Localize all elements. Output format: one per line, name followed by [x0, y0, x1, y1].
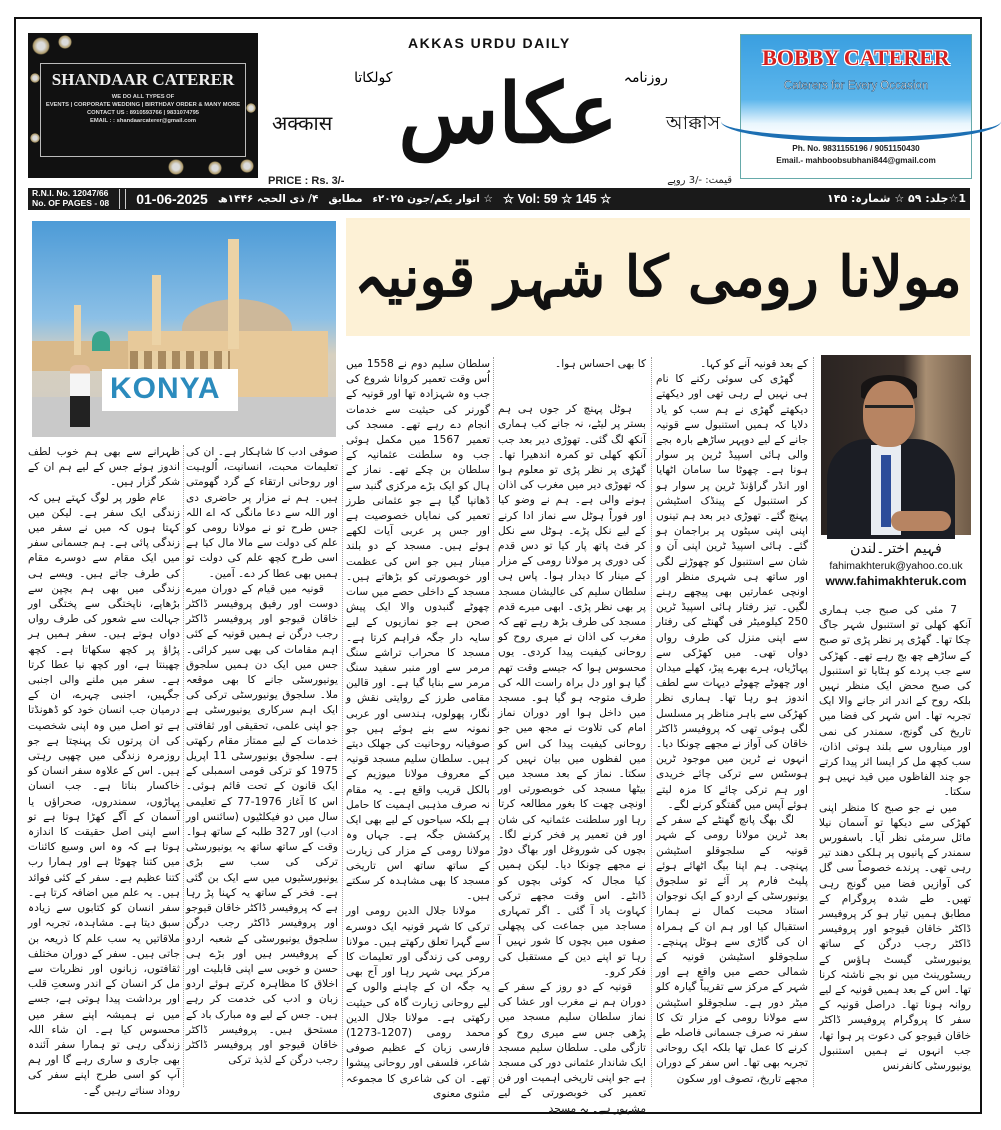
newspaper-page: [14, 17, 982, 1114]
author-email[interactable]: fahimakhteruk@yahoo.co.uk: [829, 560, 963, 572]
article-column-2: [656, 357, 808, 1089]
paragraph: صوفی ادب کا شاہکار ہے۔ ان کی تعلیمات محبت، انسانیت، اُلوہیت اور روحانی ارتقاء کے گرد گھومتی ہیں۔ ہم نے مزار پر حاضری دی اور اللہ سے دعا مانگی کہ اے اللہ جس طرح تو نے مولانا رومی کو علم کی دولت سے مالا مال کیا ہے اسی طرح کچھ علم کی دولت تو ہمیں بھی عطا کر دے۔ آمین۔: [186, 446, 338, 580]
column-divider: [183, 445, 184, 1087]
paragraph: مولانا جلال الدین رومی اور ترکی کا شہر قونیہ ایک دوسرے سے گہرا تعلق رکھتے ہیں۔ مولانا رومی کی زندگی اور تعلیمات کا مرکز یہی شہر رہا اور آج بھی یہ جگہ ان کے چاہنے والوں کے لیے روحانی زیارت گاہ کی حیثیت رکھتی ہے۔ مولانا جلال الدین محمد رومی (1207-1273) فارسی زبان کے عظیم صوفی شاعر، فلسفی اور روحانی پیشوا تھے۔ ان کی شاعری کا مجموعہ مثنوی معنوی: [346, 905, 490, 1100]
ad-shandaar-caterer[interactable]: [28, 33, 258, 178]
glasses-shape: [865, 405, 913, 418]
masthead-city: کولکاتا: [354, 70, 393, 86]
konya-sign-text: KONYA: [110, 372, 221, 405]
paragraph: کے بعد قونیہ آنے کو کہا۔: [700, 358, 808, 370]
page-count: No. OF PAGES - 08: [32, 198, 110, 208]
paragraph: قونیہ میں قیام کے دوران میرے دوست اور رفیق پروفیسر ڈاکٹر خاقان قیوجو اور پروفیسر ڈاکٹر رجب درگن نے ہمیں قونیہ کے کئی اہم مقامات کی بھی سیر کرائی۔ جس میں ایک دن ہمیں سلجوق یونیورسٹی جانے کا بھی موقعہ ملا۔ سلجوق یونیورسٹی ترکی کی ایک اہم سرکاری یونیورسٹی ہے جو اپنی علمی، تحقیقی اور ثقافتی خدمات کے لیے ممتاز مقام رکھتی ہے۔ سلجوق یونیورسٹی 11 اپریل 1975 کو ترکی قومی اسمبلی کے ایک قانون کے تحت قائم ہوئی۔ اس کا آغاز 1976-77 کے تعلیمی سال میں دو فیکلٹیوں (سائنس اور ادب) اور 327 طلبہ کے ساتھ ہوا۔ وقت کے ساتھ ساتھ یہ یونیورسٹی ترکی کی سب سے بڑی یونیورسٹیوں میں سے ایک بن گئی ہے۔ فخر کے ساتھ یہ کہنا پڑ رہا ہے کہ پروفیسر ڈاکٹر خاقان قیوجو اور پروفیسر ڈاکٹر رجب درگن سلجوق یونیورسٹی کے شعبہ اردو کے پروفیسر ہیں اور بڑے ہی حسن و خوبی سے اپنی قابلیت اور اخلاق کا مظاہرہ کرتے ہوئے اردو زبان و ادب کی خدمت کر رہے ہیں۔ جس کے لیے وہ مبارک باد کے مستحق ہیں۔ پروفیسر ڈاکٹر خاقان قیوجو اور پروفیسر ڈاکٹر رجب درگن کے لذیذ ترکی: [186, 582, 339, 1067]
flower-ornament: [208, 161, 222, 175]
ad-content: [42, 69, 244, 125]
issue-date: 01-06-2025: [136, 191, 208, 207]
flower-ornament: [30, 73, 40, 83]
price-english: PRICE : Rs. 3/-: [268, 175, 345, 187]
masthead-english-title: AKKAS URDU DAILY: [408, 35, 571, 51]
wave-decoration: [721, 101, 1001, 142]
ad-email: EMAIL : : shandaarcaterer@gmail.com: [89, 118, 197, 124]
paragraph: گھڑی کی سوئی رکنے کا نام ہی نہیں لے رہی تھی اور دیکھتے دیکھتے گھڑی نے ہم سب کو یاد دلایا کہ ہمیں استنبول سے قونیہ جانے کے لیے دوپہر ساڑھے بارہ بجے والی ہائی اسپیڈ ٹرین پر سوار ہونا ہے۔ چھوٹا سا سامان اٹھایا اور انڈر گراؤنڈ ٹرین پر سوار ہو کر استنبول کے پینڈک اسٹیشن پہنچ گئے۔ تھوڑی دیر بعد ہم تینوں اپنی اپنی سیٹوں پر براجمان ہو گئے۔ ہائی اسپیڈ ٹرین اپنی آن و شان سے استنبول کو چھوڑنے لگی اور ساتھ ہی شہری منظر اور اونچی عمارتیں بھی پیچھے رہنے لگیں۔ تیز رفتار ہائی اسپیڈ ٹرین 250 کیلومیٹر فی گھنٹے کی رفتار سے اپنی منزل کی طرف رواں دواں تھی۔ میں کھڑکی سے پہاڑیاں، ہرے بھرے پیڑ، کھلے میدان اور چھوٹے چھوٹے دیہات سے لطف اندوز ہو رہا تھا۔ ہماری نظر کھڑکی سے باہر مناظر پر مسلسل لگی ہوئی تھی کہ پروفیسر ڈاکٹر خاقان کی آواز نے مجھے چونکا دیا۔ انہوں نے ٹرین میں موجود ٹرین ہوسٹس سے ترکی چائے خریدی اور ہم ترکی چائے کا مزہ لیتے ہوئے آپس میں گفتگو کرنے لگے۔: [656, 373, 808, 811]
paragraph: ظہرانے سے بھی ہم خوب لطف اندوز ہوئے جس کے لیے ہم ان کے شکر گزار ہیں۔: [28, 446, 180, 489]
masthead-urdu-logo: [354, 55, 668, 173]
gregorian-date-urdu: ☆ اتوار یکم/جون ۲۰۲۵ء: [372, 193, 493, 205]
author-name: فہیم اختر۔لندن: [850, 541, 942, 557]
paragraph: ہوٹل پہنچ کر جوں ہی ہم بستر پر لیٹے، نہ جانے کب ہماری آنکھ لگ گئی۔ تھوڑی دیر بعد جب آنکھ کھلی تو کمرہ اندھیرا تھا۔ گھڑی پر نظر پڑی تو معلوم ہوا کہ تھوڑی دیر میں مغرب کی اذان ہونے والی ہے۔ ہم نے وضو کیا اور فوراً ہوٹل سے نماز ادا کرنے کے لیے نکل پڑے۔ ہوٹل سے نکل کر فٹ پاتھ پار کیا تو دس قدم کی دوری پر مولانا رومی کے مزار کے مینار کا دیدار ہوا۔ پاس ہی سلطان سلیم کی عالیشان مسجد پر بھی نظر پڑی۔ ابھی میرے قدم مسجد کی طرف بڑھ رہے تھے کہ مغرب کی اذان نے میری روح کو روحانی کیفیت پیدا کردی۔ یوں محسوس ہوا کہ جیسے وقت تھم گیا ہو اور دل براہ راست اللہ کی طرف متوجہ ہو گیا ہو۔ مسجد میں داخل ہوا اور دوران نماز امام کی تلاوت نے مجھ میں جو روحانی کیفیت پیدا کی اس کو میں لفظوں میں بیان نہیں کر سکتا۔ نماز کے بعد مسجد میں بیٹھا مسجد کی خوبصورتی اور اونچی چھت کا بغور مطالعہ کرتا رہا اور سلطنت عثمانیہ کی شان اور فن تعمیر پر فخر کرنے لگا۔ بچوں کی شوروغل اور بھاگ دوڑ نے مجھے چونکا دیا۔ لیکن ہمیں کیا مجال کہ کوئی بچوں کو ڈانٹے۔ اس وقت مجھے ترکی کہاوت یاد آ گئی ۔ اگر تمہاری مساجد میں جماعت کی پچھلی صفوں میں بچوں کا شور نہیں آ رہا تو اپنے دین کے مستقبل کی فکر کرو۔: [498, 403, 646, 978]
minaret-shape: [228, 239, 239, 349]
article-column-6: [28, 445, 180, 1097]
ad-title: SHANDAAR CATERER: [51, 70, 235, 89]
info-bar: [28, 188, 970, 210]
column-divider: [651, 357, 652, 1087]
article-column-4: [346, 357, 491, 1100]
ad-contact: [741, 143, 971, 167]
jild-shumara: 1☆جلد: ۵۹ ☆ شمارہ: ۱۴۵: [827, 192, 966, 205]
registration-info: [32, 189, 109, 208]
flower-ornament: [32, 37, 50, 55]
flower-ornament: [30, 133, 40, 143]
article-headline: مولانا رومی کا شہر قونیہ: [354, 244, 962, 310]
paragraph: لگ بھگ پانچ گھنٹے کے سفر کے بعد ٹرین مولانا رومی کے شہر قونیہ کے سلجوقلو اسٹیشن پہنچی۔ ہم اپنا بیگ اٹھائے ہوئے پلیٹ فارم پر آئے تو سلجوق یونیورسٹی کے اردو کے ایک نوجوان استاد محبت کمال نے ہمارا استقبال کیا اور ہم ان کے ہمراہ ان کی گاڑی سے ہوٹل پہنچے۔ سلجوقلو اسٹیشن قونیہ کے شمالی حصے میں واقع ہے اور شہر کے مرکز سے تقریباً گیارہ کلو میٹر دور ہے۔ سلجوقلو اسٹیشن سے مولانا رومی کے مزار تک کا سفر نہ صرف جسمانی فاصلہ طے کرنے کا عمل تھا بلکہ ایک روحانی تجربہ بھی تھا۔ اس سفر کے دوران مجھے تاریخ، تصوف اور سکون: [656, 814, 808, 1085]
masthead-logo-text: عکاس: [398, 66, 618, 162]
minaret-shape: [152, 275, 161, 345]
flower-ornament: [168, 159, 184, 175]
ad-line: WE DO ALL TYPES OF: [111, 94, 175, 100]
person-shape: [70, 365, 90, 427]
ad-title: BOBBY CATERER: [762, 45, 950, 70]
ad-tagline: Caterers for Every Occasion: [783, 80, 929, 92]
paragraph: سلطان سلیم دوم نے 1558 میں اُس وقت تعمیر کروانا شروع کی جب وہ شہزادہ تھا اور قونیہ کے گورنر کی حیثیت سے خدمات انجام دے رہے تھے۔ مسجد کی تعمیر 1567 میں مکمل ہوئی جب وہ سلطنت عثمانیہ کے سلطان بن چکے تھے۔ نماز کے ہال کو ایک بڑے مرکزی گنبد سے ڈھانپا گیا ہے جو عثمانی طرز تعمیر کی نمایاں خصوصیت ہے اور جس پر عربی آیات لکھے ہوئے ہیں۔ مسجد کے دو بلند مینار ہیں جو اس کی عظمت اور خوبصورتی کو بڑھاتے ہیں۔ مسجد کے داخلی حصے میں سات چھوٹے گنبدوں والا ایک پیش صحن ہے جو نمازیوں کے لیے سایہ دار جگہ فراہم کرتا ہے۔ مسجد کا محراب تراشے سنگ مرمر سے اور منبر سفید سنگ مرمر سے بنایا گیا ہے۔ اور قالین مقامی طرز کے روایتی نقش و نگار، پھولوں، ہندسی اور عربی نمونہ سے بنے ہوئے ہیں جو صوفیانہ روحانیت کی جھلک دیتے ہیں۔ سلطان سلیم مسجد قونیہ کے معروف مولانا میوزیم کے بالکل قریب واقع ہے۔ یہ مقام نہ صرف مذہبی اہمیت کا حامل ہے بلکہ سیاحوں کے لیے بھی ایک پرکشش جگہ ہے۔ جہاں وہ مولانا رومی کے مزار کی زیارت کے ساتھ ساتھ اس تاریخی مسجد کا بھی مشاہدہ کر سکتے ہیں۔: [346, 358, 491, 903]
paragraph: قونیہ کے دو روز کے سفر کے دوران ہم نے مغرب اور عشا کی نماز سلطان سلیم مسجد میں پڑھی جس سے میری روح کو تازگی ملی۔ سلطان سلیم مسجد ایک شاندار عثمانی دور کی مسجد ہے جو اپنی تاریخی اہمیت اور فن تعمیر کی خوبصورتی کے لیے مشہور ہے۔ یہ مسجد: [498, 980, 646, 1115]
masthead-hindi-name: अक्कास: [272, 111, 333, 135]
masthead-bengali-name: আক্কাস: [666, 112, 721, 134]
divider: [119, 189, 126, 209]
ad-line: EVENTS | CORPORATE WEDDING | BIRTHDAY ORDER & MANY MORE: [45, 102, 241, 108]
ad-phone: Ph. No. 9831155196 / 9051150430: [792, 144, 920, 153]
volume-issue: ☆ Vol: 59 ☆ 145 ☆: [502, 192, 612, 206]
paragraph: میں نے جو صبح کا منظر اپنی کھڑکی سے دیکھا تو آسمان نیلا مائل سرمئی نظر آیا۔ باسفورس سمندر کے پانیوں پر ہلکی دھند تیر رہی تھی۔ پرندے خصوصاً سی گل کی آوازیں فضا میں گونج رہی تھیں۔ طے شدہ پروگرام کے مطابق ہمیں تیار ہو کر پروفیسر ڈاکٹر خاقان قیوجو اور پروفیسر ڈاکٹر رجب درگن کے ساتھ یونیورسٹی گیسٹ ہاؤس کے ریسٹورینٹ میں نو بجے ناشتہ کرنا تھا۔ اس کے بعد ہمیں قونیہ کے لیے روانہ ہونا تھا۔ دراصل قونیہ کے سفر کا پروگرام پروفیسر ڈاکٹر خاقان قیوجو کی دعوت پر ہوا تھا، جب انہوں نے ہمیں استنبول یونیورسٹی کانفرنس: [819, 801, 971, 1073]
author-website[interactable]: www.fahimakhteruk.com: [825, 574, 967, 588]
rni-number: R.N.I. No. 12047/66: [32, 188, 109, 199]
article-column-5: [186, 445, 338, 1089]
konya-photo[interactable]: [32, 221, 336, 437]
paragraph: کا بھی احساس ہوا۔: [555, 358, 646, 370]
flower-ornament: [246, 103, 256, 113]
author-photo[interactable]: [821, 355, 971, 535]
column-divider: [493, 357, 494, 1087]
flower-ornament: [58, 35, 72, 49]
hijri-date: ۴/ ذی الحجہ ۱۴۴۶ھ: [217, 193, 319, 205]
minaret-shape: [74, 305, 81, 355]
hands-shape: [891, 511, 951, 531]
column-divider: [813, 357, 814, 1087]
matabiq-label: مطابق: [328, 193, 363, 205]
ad-details: [42, 93, 244, 125]
article-column-3: [498, 357, 646, 1115]
article-column-1: [819, 603, 971, 1089]
tie-shape: [881, 455, 891, 527]
ad-contact: CONTACT US : 8910593766 | 9831074795: [86, 110, 200, 116]
author-byline: [821, 539, 971, 589]
article-headline-box: [346, 218, 970, 336]
paragraph: 7 مئی کی صبح جب ہماری آنکھ کھلی تو استنبول شہر جاگ چکا تھا۔ گھڑی پر نظر پڑی تو صبح کے ساڑھے چھ بج رہے تھے۔ کھڑکی سے جب پردے کو ہٹایا تو استنبول کی صبح محض ایک منظر نہیں بلکہ روح کے اندر اتر جانے والا ایک تجربہ تھا۔ اس شہر کی فضا میں تاریخ کی گونج، سمندر کی نمی اور میناروں سے بلند ہوتی اذان، سب کچھ مل کر ایسا اثر پیدا کرتے جو چند الفاظوں میں قید نہیں ہو سکتا۔: [819, 604, 971, 799]
masthead-prefix: روزنامہ: [623, 70, 668, 86]
column-divider: [342, 445, 343, 1087]
ad-bobby-caterer[interactable]: [740, 34, 972, 179]
green-dome-shape: [92, 331, 110, 351]
paragraph: عام طور پر لوگ کہتے ہیں کہ زندگی ایک سفر ہے۔ لیکن میں کہتا ہوں کہ میں نے سفر میں زندگی پائی ہے۔ ہم جسمانی سفر میں ایک مقام سے دوسرے مقام کی طرف جاتے ہیں۔ ویسے ہی زندگی میں بھی ہم بچپن سے بڑھاپے، ناپختگی سے پختگی اور جہالت سے شعور کی طرف رواں دواں ہوتے ہیں۔ سفر ہمیں ہر پڑاؤ پر کچھ سکھاتا ہے۔ کچھ چھینتا ہے، اور کچھ نیا عطا کرتا ہے۔ سفر میں ملنے والی اجنبی جگہیں، اجنبی چہرے، ان کے درمیان جب انسان خود کو ڈھونڈتا ہے تو اصل میں وہ اپنی شخصیت کی ان پرتوں تک پہنچتا ہے جو روزمرہ زندگی میں چھپی رہتی ہیں۔ اس کے علاوہ سفر انسان کو خاکسار بناتا ہے۔ جب انسان پہاڑوں، سمندروں، صحراؤں یا آسمان کے آگے کھڑا ہوتا ہے تو اسے اپنی اصل حقیقت کا اندازہ ہوتا ہے کہ وہ اس وسیع کائنات میں کتنا چھوٹا ہے اور ہمارا رب کتنا عظیم ہے۔ سفر کے کئی فوائد ہیں۔ یہ علم میں اضافہ کرتا ہے۔ سفر انسان کو کتابوں سے زیادہ سبق دیتا ہے۔ مشاہدہ، تجربہ اور ملاقاتیں یہ سب علم کا ذریعہ بن جاتی ہیں۔ سفر کے دوران مختلف ثقافتوں، زبانوں اور نظریات سے مل کر انسان کے اندر وسعتِ قلب اور برداشت پیدا ہوتی ہے، جسے میں نے ہمیشہ اپنے سفر میں محسوس کیا ہے۔ ان شاء اللہ زندگی رہی تو ہمارا سفر آئندہ بھی جاری و ساری رہے گا اور ہم آپ کو اسی طرح اپنے سفر کی روداد سناتے رہیں گے۔: [28, 491, 180, 1097]
price-urdu: قیمت: -/3 روپے: [667, 175, 732, 186]
flower-ornament: [240, 159, 254, 173]
konya-sign: [102, 369, 238, 411]
ad-email: Email.- mahboobsubhani844@gmail.com: [776, 156, 936, 165]
